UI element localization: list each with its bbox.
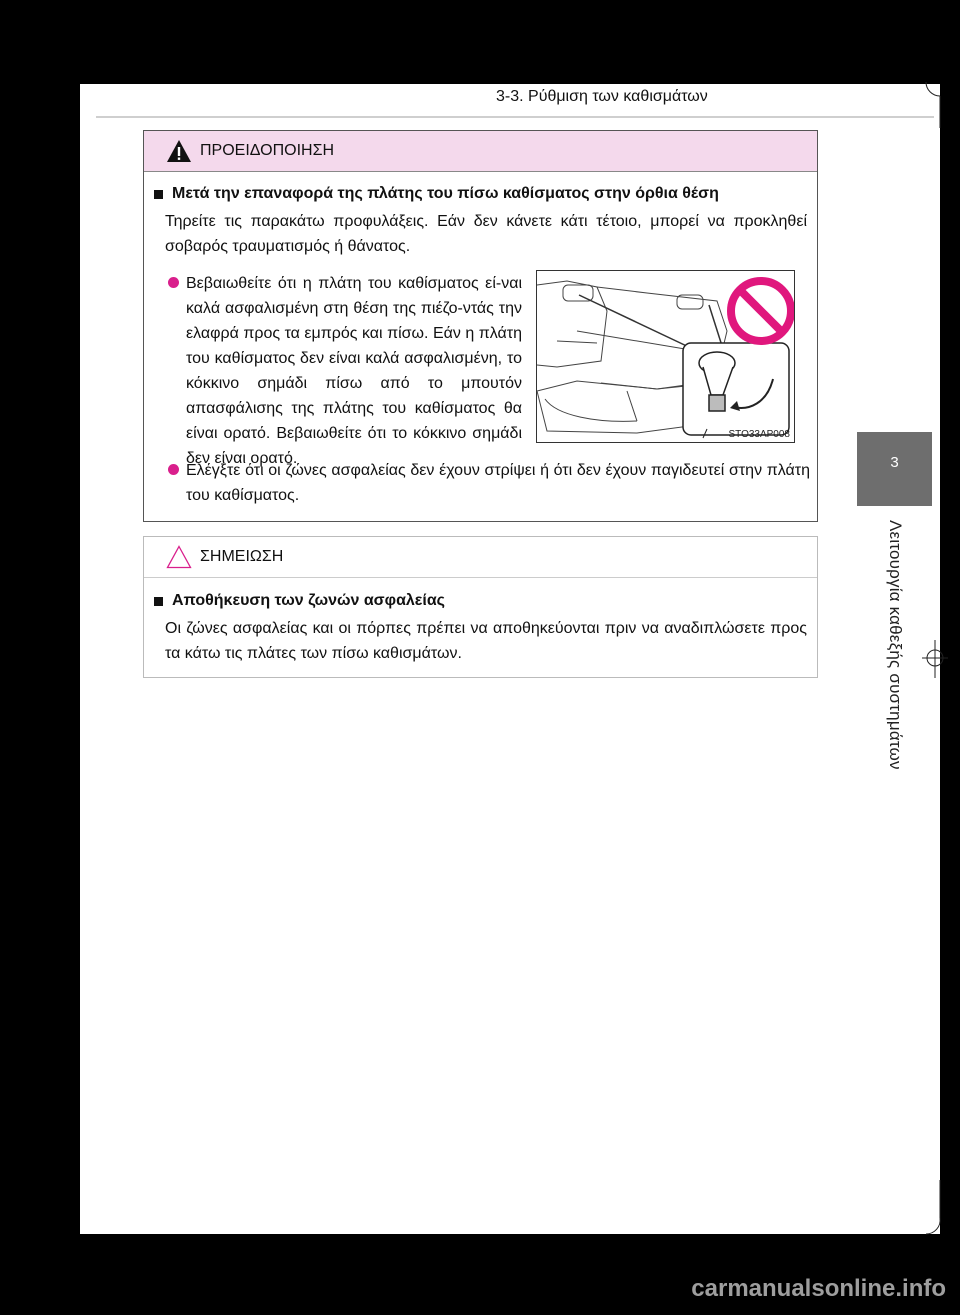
crop-mark-icon bbox=[922, 80, 948, 130]
note-section-title bbox=[154, 592, 445, 610]
registration-mark-icon bbox=[920, 640, 950, 680]
square-bullet-icon bbox=[154, 190, 163, 199]
note-section-title-text: Αποθήκευση των ζωνών ασφαλείας bbox=[172, 592, 445, 609]
chapter-title: Λειτουργία καθεξής συστημάτων bbox=[886, 520, 905, 770]
caution-triangle-icon bbox=[166, 545, 192, 569]
warning-intro: Τηρείτε τις παρακάτω προφυλάξεις. Εάν δεν κάνετε κάτι τέτοιο, μπορεί να προκληθεί σοβαρός τραυματισμός ή θάνατος. bbox=[165, 213, 807, 255]
note-label: ΣΗΜΕΙΩΣΗ bbox=[200, 548, 284, 565]
figure-code: STO33AP008 bbox=[728, 429, 790, 440]
rear-seat-drawing bbox=[537, 271, 795, 443]
warning-bullet-text: Βεβαιωθείτε ότι η πλάτη του καθίσματος εί-ναι καλά ασφαλισμένη στη θέση της πιέζο-ντάς την ελαφρά προς τα εμπρός και πίσω. Εάν η πλάτη του καθίσματος δεν είναι καλά ασφαλισμένη, το κόκκινο σημάδι πίσω από το μπουτόν απασφάλισης της πλάτης του καθίσματος θα είναι ορατό. Βεβαιωθείτε ότι το κόκκινο σημάδι δεν είναι ορατό. bbox=[186, 275, 522, 467]
note-header bbox=[144, 537, 817, 578]
warning-section-title-text: Μετά την επαναφορά της πλάτης του πίσω καθίσματος στην όρθια θέση bbox=[172, 185, 719, 202]
chapter-number: 3 bbox=[890, 454, 899, 471]
warning-section-title bbox=[154, 185, 719, 203]
watermark: carmanualsonline.info bbox=[691, 1275, 946, 1302]
page-header-title: 3-3. Ρύθμιση των καθισμάτων bbox=[496, 88, 708, 105]
chapter-tab[interactable] bbox=[857, 432, 932, 506]
bullet-dot-icon bbox=[168, 464, 179, 475]
crop-mark-icon bbox=[922, 1180, 948, 1240]
square-bullet-icon bbox=[154, 597, 163, 606]
warning-bullet-text: Ελέγξτε ότι οι ζώνες ασφαλείας δεν έχουν στρίψει ή ότι δεν έχουν παγιδευτεί στην πλάτη του καθίσματος. bbox=[186, 462, 810, 504]
note-text: Οι ζώνες ασφαλείας και οι πόρπες πρέπει να αποθηκεύονται πριν να αναδιπλώσετε προς τα κάτω τις πλάτες των πίσω καθισμάτων. bbox=[165, 620, 807, 662]
seat-illustration bbox=[536, 270, 795, 443]
warning-bullet bbox=[168, 458, 810, 508]
header-divider bbox=[96, 116, 934, 118]
warning-triangle-icon bbox=[166, 139, 192, 163]
warning-bullet bbox=[168, 271, 522, 471]
bullet-dot-icon bbox=[168, 277, 179, 288]
warning-header bbox=[144, 131, 817, 172]
note-box bbox=[143, 536, 818, 678]
warning-label: ΠΡΟΕΙΔΟΠΟΙΗΣΗ bbox=[200, 142, 335, 159]
